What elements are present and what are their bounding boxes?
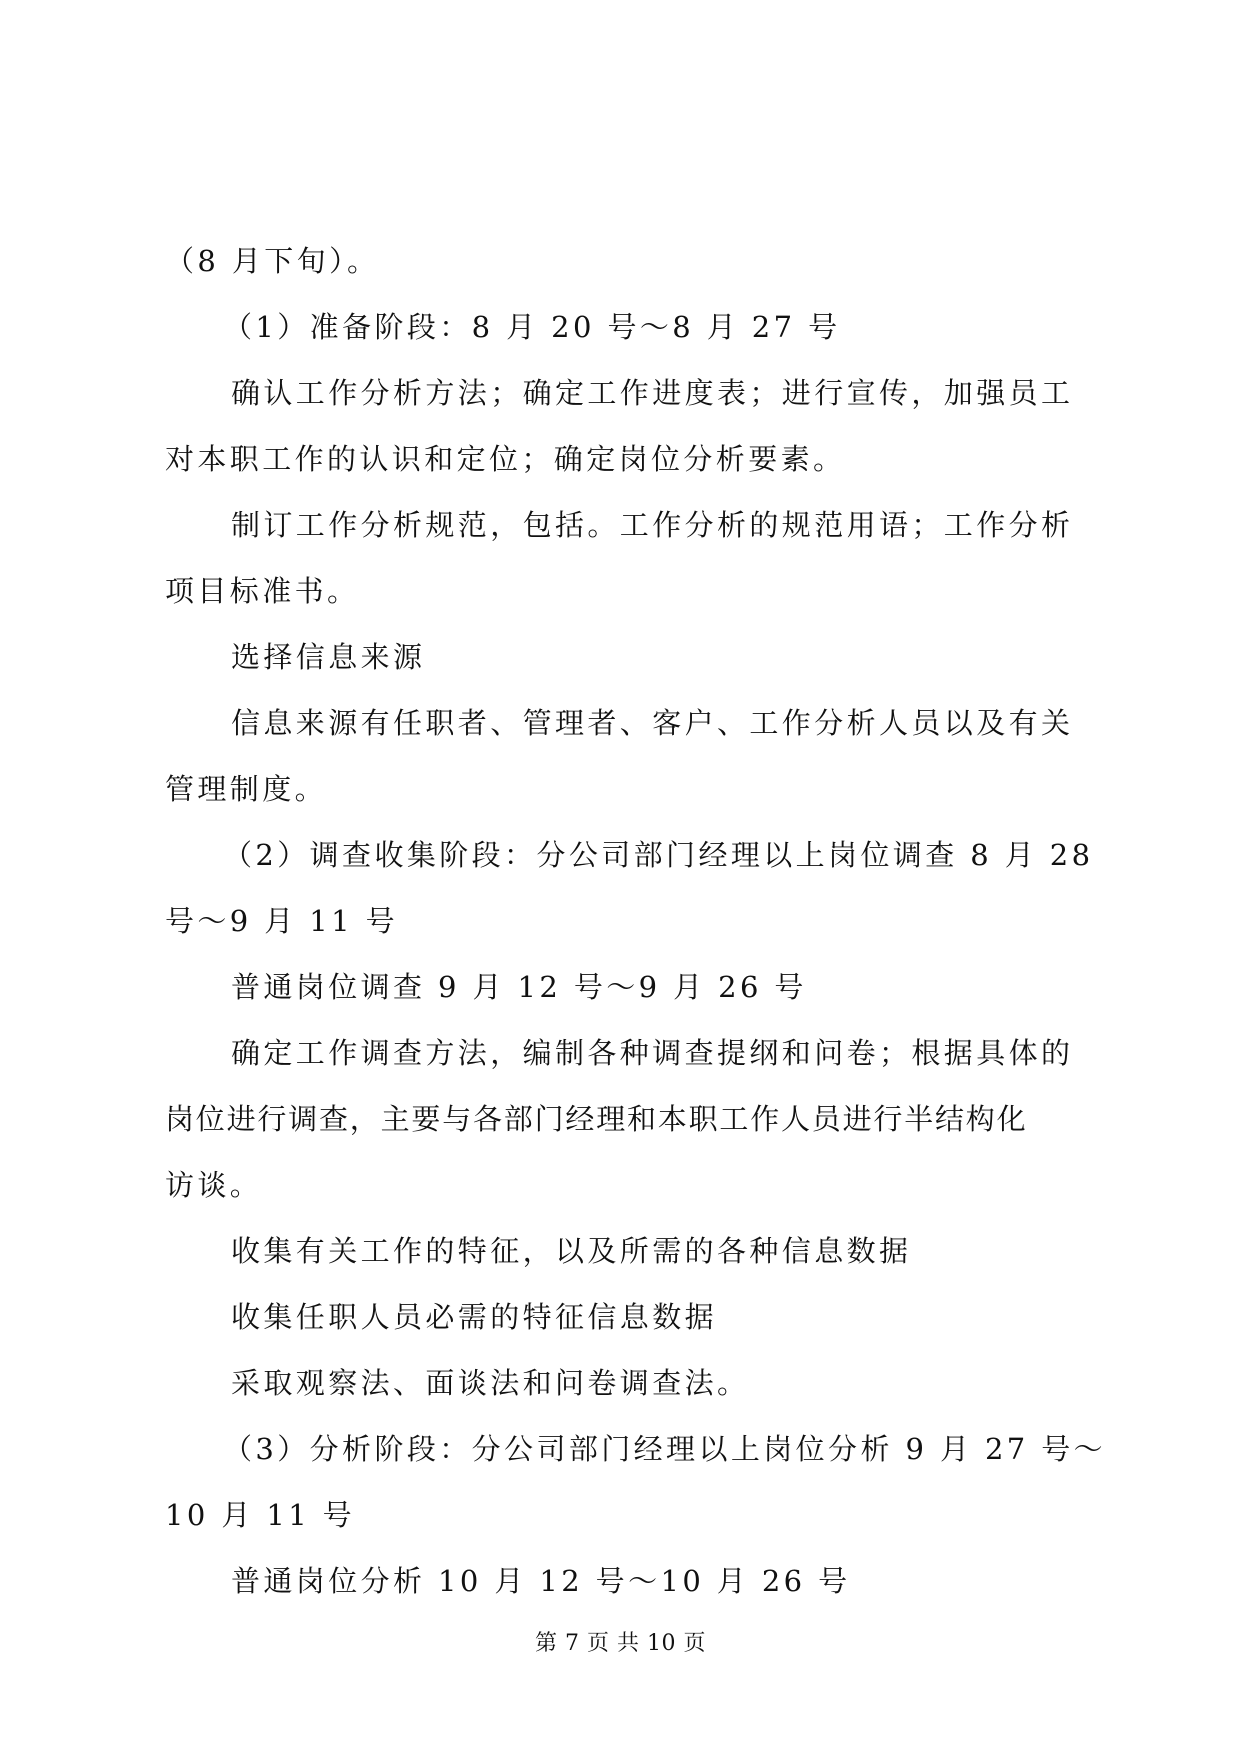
paragraph-line: 岗位进行调查，主要与各部门经理和本职工作人员进行半结构化 — [165, 1102, 1028, 1136]
paragraph-line: 10 月 11 号 — [165, 1498, 356, 1532]
paragraph-line: 选择信息来源 — [231, 640, 426, 674]
paragraph-line: 对本职工作的认识和定位；确定岗位分析要素。 — [165, 442, 846, 476]
paragraph-line: 访谈。 — [165, 1168, 263, 1202]
paragraph-line: 管理制度。 — [165, 772, 328, 806]
paragraph-line: （3）分析阶段：分公司部门经理以上岗位分析 9 月 27 号～ — [223, 1432, 1107, 1466]
paragraph-line: 采取观察法、面谈法和问卷调查法。 — [231, 1366, 750, 1400]
paragraph-line: 信息来源有任职者、管理者、客户、工作分析人员以及有关 — [231, 706, 1074, 740]
paragraph-line: （1）准备阶段：8 月 20 号～8 月 27 号 — [223, 310, 841, 344]
paragraph-line: 收集有关工作的特征，以及所需的各种信息数据 — [231, 1234, 912, 1268]
document-body — [165, 228, 1107, 1614]
paragraph-line: （8 月下旬）。 — [165, 244, 380, 278]
paragraph-line: 确认工作分析方法；确定工作进度表；进行宣传，加强员工 — [231, 376, 1074, 410]
page-number-footer: 第 7 页 共 10 页 — [535, 1631, 706, 1656]
paragraph-line: 确定工作调查方法，编制各种调查提纲和问卷；根据具体的 — [231, 1036, 1074, 1070]
paragraph-line: 制订工作分析规范，包括。工作分析的规范用语；工作分析 — [231, 508, 1074, 542]
paragraph-line: （2）调查收集阶段：分公司部门经理以上岗位调查 8 月 28 — [223, 838, 1094, 872]
paragraph-line: 项目标准书。 — [165, 574, 360, 608]
paragraph-line: 普通岗位调查 9 月 12 号～9 月 26 号 — [231, 970, 807, 1004]
paragraph-line: 普通岗位分析 10 月 12 号～10 月 26 号 — [231, 1564, 851, 1598]
paragraph-line: 号～9 月 11 号 — [165, 904, 399, 938]
paragraph-line: 收集任职人员必需的特征信息数据 — [231, 1300, 718, 1334]
